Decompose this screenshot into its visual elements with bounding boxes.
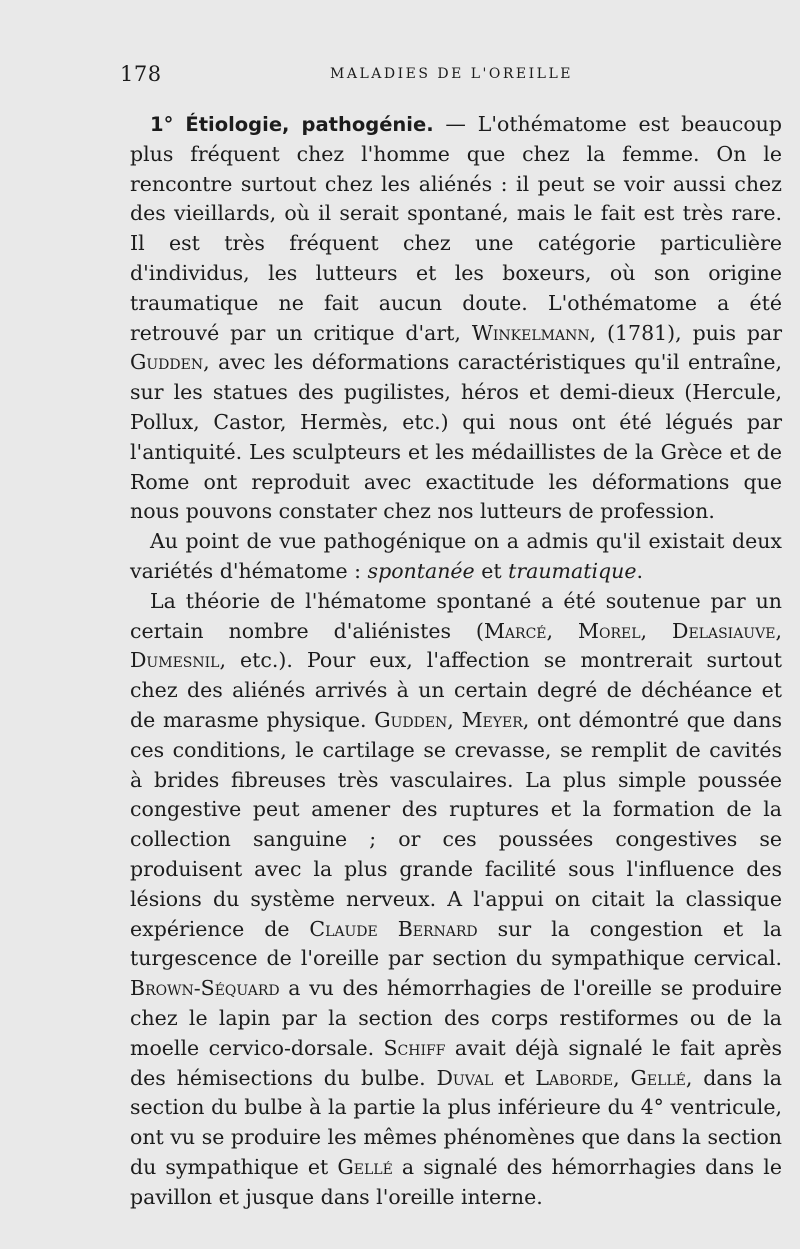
paragraph-etiology xyxy=(130,110,782,527)
author-name: Schiff xyxy=(383,1035,446,1060)
text-run: , xyxy=(546,618,578,643)
author-name: Meyer xyxy=(461,707,523,732)
author-name: Gudden xyxy=(130,350,204,375)
text-run: , (1781), puis par xyxy=(589,320,783,345)
text-run: a signalé des hémorrhagies dans le pavillon et jusque dans l'oreille interne. xyxy=(130,1154,782,1209)
running-title: MALADIES DE L'OREILLE xyxy=(330,66,573,82)
text-run: . xyxy=(636,558,643,583)
italic-term: spontanée xyxy=(367,558,475,583)
paragraph-pathogeny xyxy=(130,527,782,587)
page-number: 178 xyxy=(120,62,162,86)
text-run: La théorie de l'hématome spontané a été soutenue par un certain nombre d'aliénistes ( xyxy=(130,588,782,643)
author-name: Dumesnil xyxy=(130,648,220,673)
author-name: Morel xyxy=(578,618,641,643)
text-run: , etc.). Pour eux, l'affection se montrerait surtout chez des aliénés arrivés à un certain degré de déchéance et de marasme physique. xyxy=(130,648,782,732)
text-run: , avec les déformations caractéristiques qu'il entraîne, sur les statues des pugilistes, héros et demi-dieux (Hercule, Pollux, Castor, Hermès, etc.) qui nous ont été légués par l'antiquité. Les sculpteurs et les médaillistes de la Grèce et de Rome ont reproduit avec exactitude les déformations que nous pouvons constater chez nos lutteurs de profession. xyxy=(130,350,782,524)
text-run: , ont démontré que dans ces conditions, le cartilage se crevasse, se remplit de cavités à brides fibreuses très vasculaires. La plus simple poussée congestive peut amener des ruptures et la formation de la collection sanguine ; or ces poussées congestives se produisent avec la plus grande facilité sous l'influence des lésions du système nerveux. A l'appui on citait la classique expérience de xyxy=(130,707,782,941)
text-run: , xyxy=(613,1065,631,1090)
page-header xyxy=(120,62,782,92)
body-text xyxy=(130,110,782,1212)
paragraph-theory xyxy=(130,587,782,1213)
text-run: , xyxy=(447,707,462,732)
italic-term: traumatique xyxy=(508,558,637,583)
text-run: avait déjà signalé le fait après des hémisections du bulbe. xyxy=(130,1035,783,1090)
text-run: Au point de vue pathogénique on a admis qu'il existait deux variétés d'hématome : xyxy=(130,529,782,583)
text-run: — L'othématome est beaucoup plus fréquent chez l'homme que chez la femme. On le rencontre surtout chez les aliénés : il peut se voir aussi chez des vieillards, où il serait spontané, mais le fait est très rare. Il est très fréquent chez une catégorie particulière d'individus, les lutteurs et les boxeurs, où son origine traumatique ne fait aucun doute. L'othématome a été retrouvé par un critique d'art, xyxy=(130,112,783,345)
author-name: Claude Bernard xyxy=(309,916,478,941)
text-run: sur la congestion et la turgescence de l'oreille par section du sympathique cervical. xyxy=(130,916,782,971)
text-run: , xyxy=(640,618,673,643)
author-name: Winkelmann xyxy=(471,320,590,345)
author-name: Duval xyxy=(436,1065,494,1090)
author-name: Delasiauve xyxy=(672,618,776,643)
text-run: et xyxy=(493,1065,536,1090)
author-name: Marcé xyxy=(483,618,547,643)
author-name: Laborde xyxy=(535,1065,614,1090)
section-heading: 1° Étiologie, pathogénie. xyxy=(150,113,434,136)
author-name: Brown-Séquard xyxy=(130,976,280,1001)
text-run: , dans la section du bulbe à la partie la plus inférieure du 4° ventricule, ont vu se produire les mêmes phénomènes que dans la section du sympathique et xyxy=(130,1065,782,1179)
author-name: Gellé xyxy=(337,1154,393,1179)
text-run: , xyxy=(775,618,782,643)
text-run: et xyxy=(474,558,509,583)
text-run: a vu des hémorrhagies de l'oreille se produire chez le lapin par la section des corps restiformes ou de la moelle cervico-dorsale. xyxy=(130,976,782,1060)
author-name: Gellé xyxy=(630,1065,686,1090)
author-name: Gudden xyxy=(374,707,448,732)
